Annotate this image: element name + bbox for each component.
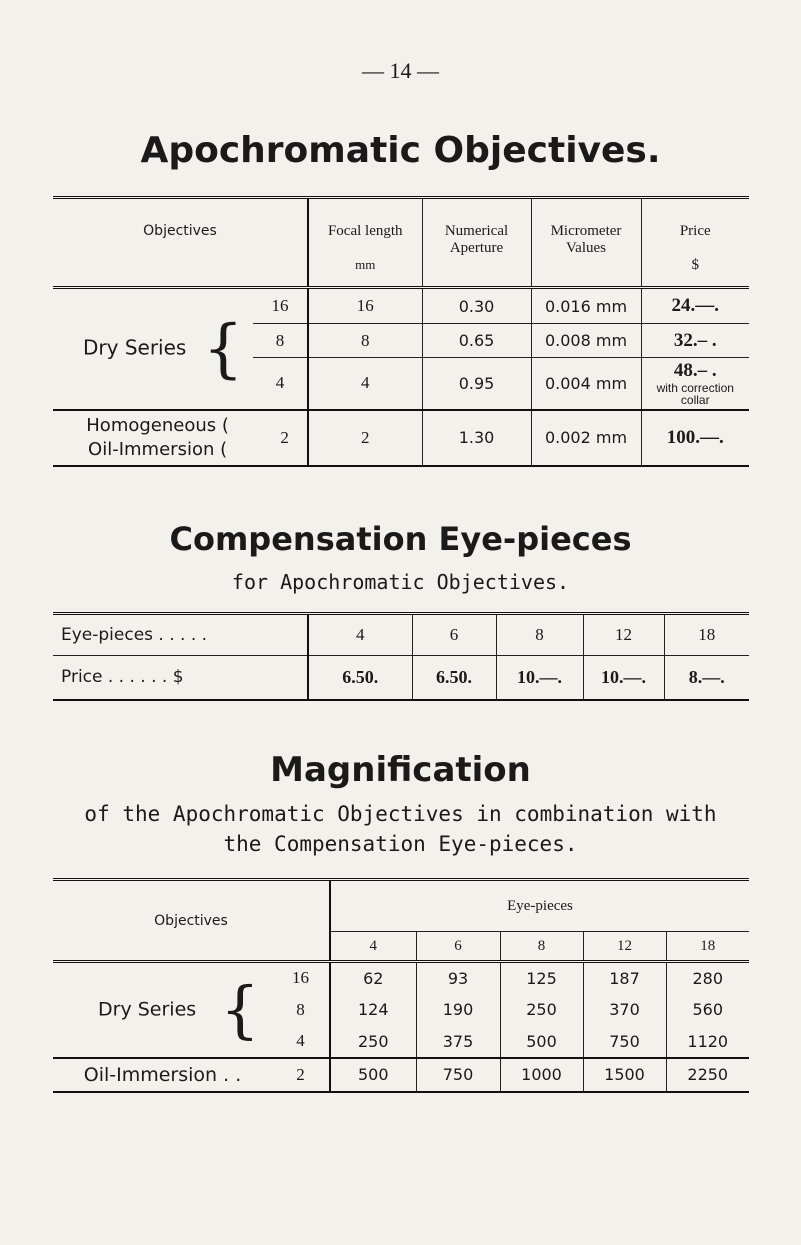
price-cell: 100.—. <box>641 410 749 466</box>
magnification-cell: 750 <box>416 1058 500 1092</box>
magnification-table <box>53 878 749 1093</box>
magnification-subtitle-line2: the Compensation Eye-pieces. <box>223 832 578 856</box>
objective-number: 4 <box>296 1031 305 1050</box>
magnification-subtitle-line1: of the Apochromatic Objectives in combination with <box>84 802 717 826</box>
na-cell: 0.65 <box>422 324 531 358</box>
eyepiece-column-header: 4 <box>330 932 416 962</box>
homogeneous-label: Homogeneous ( Oil-Immersion ( 2 <box>86 414 289 460</box>
oil-immersion-label: Oil-Immersion . . <box>83 1063 242 1086</box>
magnification-cell: 93 <box>416 962 500 994</box>
magnification-cell: 1000 <box>500 1058 583 1092</box>
price-cell-with-note: 48.– . with correction collar <box>641 358 749 410</box>
eyepiece-number: 18 <box>664 614 749 656</box>
na-cell: 0.30 <box>422 288 531 324</box>
header-objectives: Objectives <box>53 880 330 962</box>
eyepiece-price: 8.—. <box>664 656 749 700</box>
eyepiece-price: 6.50. <box>308 656 412 700</box>
header-eyepieces: Eye-pieces <box>330 880 749 932</box>
eyepiece-column-header: 8 <box>500 932 583 962</box>
magnification-cell: 280 <box>666 962 749 994</box>
magnification-cell: 1500 <box>583 1058 666 1092</box>
magnification-cell: 500 <box>500 1026 583 1058</box>
eyepiece-number: 4 <box>308 614 412 656</box>
eyepiece-price: 10.—. <box>583 656 664 700</box>
eyepiece-number: 6 <box>412 614 496 656</box>
magnification-cell: 250 <box>330 1026 416 1058</box>
eyepiece-number: 8 <box>496 614 583 656</box>
brace-icon: { <box>202 311 244 386</box>
header-objectives: Objectives <box>143 223 217 239</box>
magnification-cell: 124 <box>330 994 416 1026</box>
magnification-cell: 500 <box>330 1058 416 1092</box>
eyepiece-number: 12 <box>583 614 664 656</box>
objective-number: 8 <box>296 999 305 1019</box>
page-number: — 14 — <box>362 58 439 83</box>
eyepiece-price: 6.50. <box>412 656 496 700</box>
mv-cell: 0.002 mm <box>531 410 641 466</box>
na-cell: 1.30 <box>422 410 531 466</box>
focal-cell: 16 <box>308 288 422 324</box>
objective-number: 4 <box>275 373 285 393</box>
dry-series-label: Dry Series { <box>98 972 260 1046</box>
dry-series-label: Dry Series { <box>83 311 244 386</box>
eyepiece-price: 10.—. <box>496 656 583 700</box>
eyepieces-price-table <box>53 612 749 701</box>
magnification-title: Magnification <box>270 750 531 790</box>
focal-cell: 2 <box>308 410 422 466</box>
header-numerical-aperture: Numerical Aperture <box>422 198 531 288</box>
mv-cell: 0.008 mm <box>531 324 641 358</box>
eyepiece-column-header: 6 <box>416 932 500 962</box>
price-cell: 32.– . <box>641 324 749 358</box>
na-cell: 0.95 <box>422 358 531 410</box>
compensation-eyepieces-subtitle: for Apochromatic Objectives. <box>231 570 570 594</box>
header-focal-length: Focal length mm <box>308 198 422 288</box>
mv-cell: 0.016 mm <box>531 288 641 324</box>
eyepieces-label: Eye-pieces . . . . . <box>61 625 208 645</box>
objective-number: 16 <box>271 296 289 315</box>
eyepiece-column-header: 12 <box>583 932 666 962</box>
header-micrometer-values: Micrometer Values <box>531 198 641 288</box>
magnification-cell: 62 <box>330 962 416 994</box>
objective-number: 2 <box>296 1064 305 1084</box>
apochromatic-objectives-title: Apochromatic Objectives. <box>140 130 661 171</box>
magnification-cell: 187 <box>583 962 666 994</box>
magnification-cell: 250 <box>500 994 583 1026</box>
magnification-cell: 190 <box>416 994 500 1026</box>
focal-cell: 4 <box>308 358 422 410</box>
price-cell: 24.—. <box>641 288 749 324</box>
price-label: Price . . . . . . $ <box>61 667 184 688</box>
focal-cell: 8 <box>308 324 422 358</box>
mv-cell: 0.004 mm <box>531 358 641 410</box>
apochromatic-objectives-table <box>53 196 749 467</box>
objective-number: 16 <box>292 968 309 988</box>
magnification-cell: 750 <box>583 1026 666 1058</box>
magnification-cell: 560 <box>666 994 749 1026</box>
eyepiece-column-header: 18 <box>666 932 749 962</box>
brace-icon: { <box>220 972 260 1046</box>
magnification-cell: 125 <box>500 962 583 994</box>
objective-number: 8 <box>275 330 285 350</box>
header-price: Price $ <box>641 198 749 288</box>
magnification-cell: 370 <box>583 994 666 1026</box>
magnification-cell: 375 <box>416 1026 500 1058</box>
magnification-cell: 1120 <box>666 1026 749 1058</box>
magnification-cell: 2250 <box>666 1058 749 1092</box>
compensation-eyepieces-title: Compensation Eye-pieces <box>169 520 632 558</box>
